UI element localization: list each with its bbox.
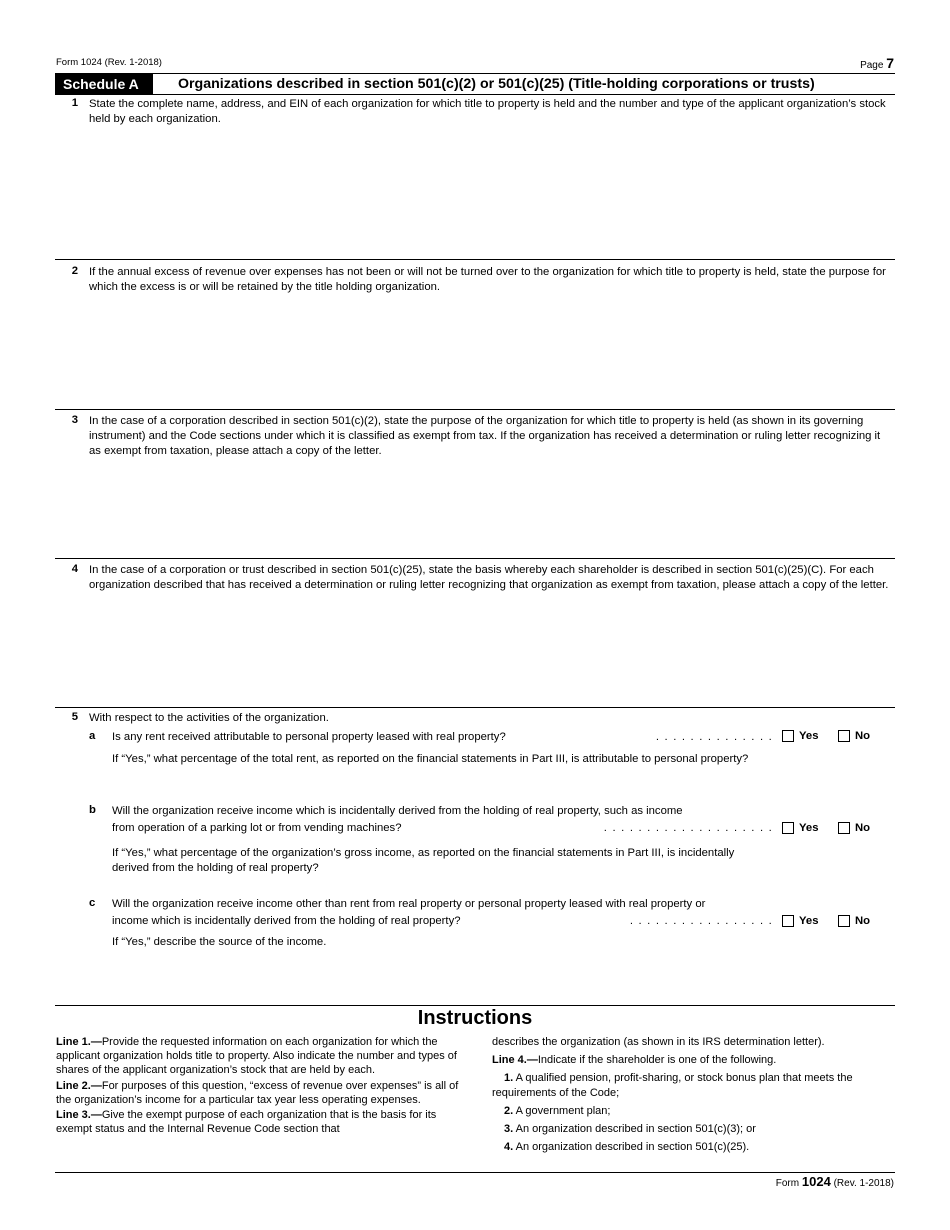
question-5a-no-checkbox[interactable] <box>838 730 850 742</box>
question-5b-yes-checkbox[interactable] <box>782 822 794 834</box>
list-text: An organization described in section 501(c)(25). <box>515 1141 750 1154</box>
yes-label: Yes <box>799 915 819 927</box>
footer-form-id <box>776 1174 894 1189</box>
instruction-continuation: describes the organization (as shown in its IRS determination letter). <box>492 1036 825 1048</box>
instruction-label: Line 1.— <box>56 1036 102 1048</box>
question-1-number: 1 <box>71 97 78 109</box>
question-5c-letter: c <box>89 897 96 909</box>
list-number: 2. <box>504 1104 514 1117</box>
question-4-text: In the case of a corporation or trust described in section 501(c)(25), state the basis whereby each shareholder is described in section 501(c)(25)(C). For each organization described that has received a determination or ruling letter recognizing that organization as exempt from taxation, please attach a copy of the letter. <box>89 564 889 591</box>
leader-dots: . . . . . . . . . . . . . . . . . <box>629 915 773 927</box>
footer-form-word: Form <box>775 1178 800 1189</box>
leader-dots: . . . . . . . . . . . . . . . . . . . . <box>603 822 773 834</box>
question-5c-no-checkbox[interactable] <box>838 915 850 927</box>
question-3-number: 3 <box>71 414 78 426</box>
question-1-answer-area[interactable] <box>89 130 895 256</box>
instruction-list-item <box>492 1071 894 1099</box>
page-label: Page <box>860 60 884 71</box>
question-5-text: With respect to the activities of the organization. <box>89 712 329 724</box>
instruction-text: Give the exempt purpose of each organization that is the basis for its exempt status and the Internal Revenue Code section that <box>56 1109 437 1136</box>
question-5c-text-line1: Will the organization receive income other than rent from real property or personal property leased with real property or <box>112 898 706 910</box>
question-5c-followup: If “Yes,” describe the source of the income. <box>112 936 327 948</box>
question-5a-followup: If “Yes,” what percentage of the total rent, as reported on the financial statements in Part III, is attributable to personal property? <box>112 753 749 765</box>
question-5c-yes-checkbox[interactable] <box>782 915 794 927</box>
question-5a-letter: a <box>89 730 96 742</box>
question-4-answer-area[interactable] <box>89 612 895 704</box>
instructions-right-column <box>492 1035 894 1154</box>
list-text: An organization described in section 501(c)(3); or <box>515 1123 756 1136</box>
instruction-label: Line 3.— <box>56 1109 102 1122</box>
instructions-left-column <box>56 1035 461 1136</box>
instruction-line-3 <box>56 1108 461 1136</box>
instruction-list-item <box>492 1104 894 1118</box>
question-3-answer-area[interactable] <box>89 462 895 556</box>
instruction-label: Line 4.— <box>492 1054 538 1067</box>
schedule-header <box>55 73 895 95</box>
no-label: No <box>855 822 871 834</box>
question-1-text: State the complete name, address, and EIN of each organization for which title to property is held and the number and type of the applicant organization’s stock held by each organization. <box>89 98 886 125</box>
instruction-list-item <box>492 1122 894 1136</box>
question-5b-text-line2: from operation of a parking lot or from vending machines? <box>112 822 402 834</box>
divider <box>55 1005 895 1006</box>
question-5a-text: Is any rent received attributable to personal property leased with real property? <box>112 731 506 743</box>
question-5b-letter: b <box>89 804 96 816</box>
divider <box>55 1172 895 1173</box>
instruction-line-2 <box>56 1079 461 1107</box>
instruction-line-1 <box>56 1035 461 1078</box>
list-number: 4. <box>504 1141 514 1154</box>
page-number-label <box>860 55 894 71</box>
instruction-text: Indicate if the shareholder is one of the following. <box>537 1054 777 1067</box>
divider <box>55 409 895 410</box>
question-2-text: If the annual excess of revenue over expenses has not been or will not be turned over to the organization for which title to property is held, state the purpose for which the excess is or will be retained by the title holding organization. <box>89 266 886 293</box>
divider <box>55 259 895 260</box>
question-5c-text-line2: income which is incidentally derived from the holding of real property? <box>112 915 461 927</box>
list-text: A qualified pension, profit-sharing, or stock bonus plan that meets the requirements of the Code; <box>492 1072 853 1099</box>
page-number: 7 <box>886 55 894 71</box>
list-number: 3. <box>504 1123 514 1136</box>
instruction-text: For purposes of this question, “excess of revenue over expenses” is all of the organization’s income for a particular tax year less operating expenses. <box>56 1079 459 1106</box>
instructions-title: Instructions <box>417 1007 533 1029</box>
question-3-text: In the case of a corporation described in section 501(c)(2), state the purpose of the organization for which title to property is held (as shown in its governing instrument) and the Code sections under which it is classified as exempt from tax. If the organization has received a determination or ruling letter recognizing it as exempt from taxation, please attach a copy of the letter. <box>89 415 881 457</box>
yes-label: Yes <box>799 822 819 834</box>
no-label: No <box>855 730 871 742</box>
question-5b-no-checkbox[interactable] <box>838 822 850 834</box>
instruction-line-4 <box>492 1053 894 1067</box>
instruction-text: Provide the requested information on each organization for which the applicant organization holds title to property. Also indicate the number and types of shares of the applicant organization’s stock that are held by each. <box>56 1036 457 1077</box>
divider <box>55 707 895 708</box>
list-number: 1. <box>504 1072 514 1085</box>
question-5b-text-line1: Will the organization receive income which is incidentally derived from the holding of real property, such as income <box>112 805 683 817</box>
schedule-badge: Schedule A <box>55 74 153 94</box>
question-4-number: 4 <box>71 563 78 575</box>
no-label: No <box>855 915 871 927</box>
instruction-list-item <box>492 1140 894 1154</box>
question-2-answer-area[interactable] <box>89 298 895 406</box>
footer-rev: (Rev. 1-2018) <box>833 1178 894 1189</box>
question-2-number: 2 <box>71 265 78 277</box>
leader-dots: . . . . . . . . . . . . . . <box>655 731 773 743</box>
question-5a-yes-checkbox[interactable] <box>782 730 794 742</box>
list-text: A government plan; <box>515 1104 611 1117</box>
footer-form-number: 1024 <box>801 1174 831 1189</box>
divider <box>55 558 895 559</box>
question-5-number: 5 <box>71 711 78 723</box>
question-5b-followup: If “Yes,” what percentage of the organization’s gross income, as reported on the financial statements in Part III, is incidentally derived from the holding of real property? <box>112 847 735 874</box>
instruction-label: Line 2.— <box>56 1079 102 1092</box>
form-id: Form 1024 (Rev. 1-2018) <box>56 57 162 68</box>
schedule-title: Organizations described in section 501(c)(2) or 501(c)(25) (Title-holding corporations or trusts) <box>178 76 815 92</box>
yes-label: Yes <box>799 730 819 742</box>
